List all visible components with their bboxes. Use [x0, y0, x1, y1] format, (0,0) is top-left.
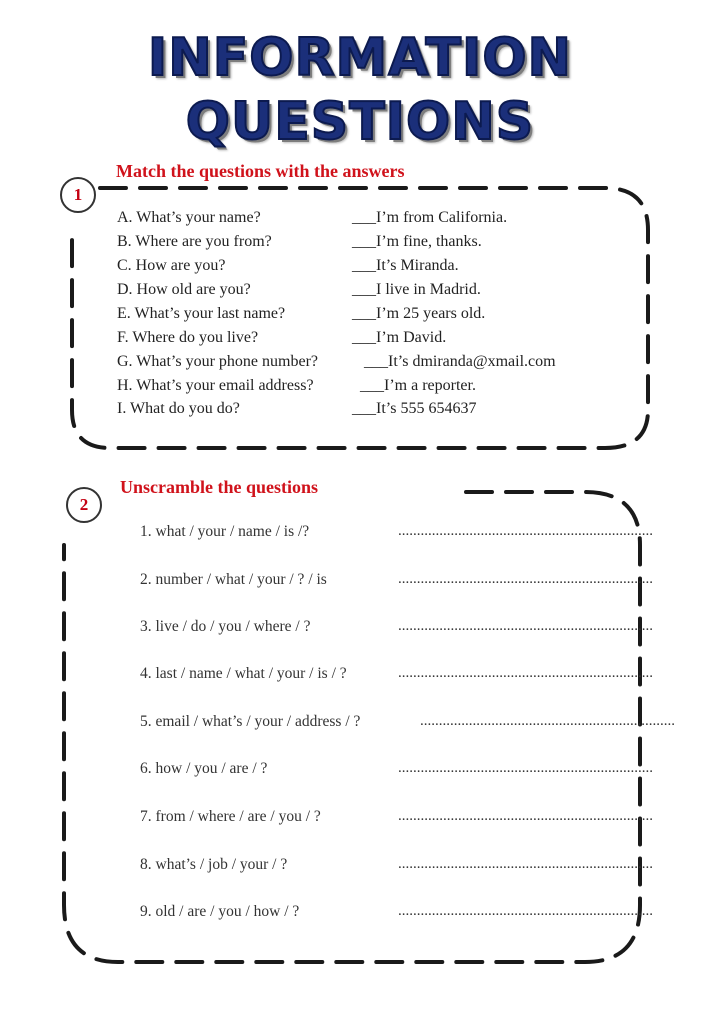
- answer-blank-1[interactable]: ....................................................................: [398, 523, 653, 539]
- answer-blank-3[interactable]: ....................................................................: [398, 618, 653, 634]
- answer-6: ___I’m David.: [352, 329, 447, 346]
- section1-number-badge: 1: [60, 177, 96, 213]
- answer-9: ___It’s 555 654637: [352, 400, 477, 417]
- answer-blank-7[interactable]: ....................................................................: [398, 808, 653, 824]
- unscramble-item-7: 7. from / where / are / you / ?: [140, 808, 321, 825]
- question-a: A. What’s your name?: [117, 209, 261, 226]
- unscramble-item-4: 4. last / name / what / your / is / ?: [140, 665, 347, 682]
- answer-blank-4[interactable]: ....................................................................: [398, 665, 653, 681]
- question-i: I. What do you do?: [117, 400, 240, 417]
- answer-blank-2[interactable]: ....................................................................: [398, 571, 653, 587]
- answer-2: ___I’m fine, thanks.: [352, 233, 482, 250]
- section2-heading: Unscramble the questions: [120, 477, 319, 497]
- unscramble-item-1: 1. what / your / name / is /?: [140, 523, 310, 540]
- answer-7: ___It’s dmiranda@xmail.com: [364, 353, 556, 370]
- question-d: D. How old are you?: [117, 281, 251, 298]
- question-g: G. What’s your phone number?: [117, 353, 318, 370]
- question-f: F. Where do you live?: [117, 329, 259, 346]
- answer-blank-5[interactable]: ....................................................................: [420, 713, 675, 729]
- answer-4: ___I live in Madrid.: [352, 281, 481, 298]
- unscramble-item-6: 6. how / you / are / ?: [140, 760, 268, 777]
- worksheet-title-line1: INFORMATION: [147, 28, 573, 88]
- question-b: B. Where are you from?: [117, 233, 272, 250]
- answer-8: ___I’m a reporter.: [360, 377, 476, 394]
- unscramble-item-2: 2. number / what / your / ? / is: [140, 571, 327, 588]
- answer-3: ___It’s Miranda.: [352, 257, 459, 274]
- section1-heading: Match the questions with the answers: [116, 161, 405, 181]
- section2-number-badge: 2: [66, 487, 102, 523]
- answer-blank-8[interactable]: ....................................................................: [398, 856, 653, 872]
- answer-blank-6[interactable]: ....................................................................: [398, 760, 653, 776]
- unscramble-item-3: 3. live / do / you / where / ?: [140, 618, 311, 635]
- worksheet-title-line2: QUESTIONS: [185, 92, 535, 152]
- unscramble-item-5: 5. email / what’s / your / address / ?: [140, 713, 361, 730]
- answer-1: ___I’m from California.: [352, 209, 508, 226]
- question-e: E. What’s your last name?: [117, 305, 286, 322]
- unscramble-item-9: 9. old / are / you / how / ?: [140, 903, 300, 920]
- answer-5: ___I’m 25 years old.: [352, 305, 486, 322]
- question-c: C. How are you?: [117, 257, 226, 274]
- answer-blank-9[interactable]: ....................................................................: [398, 903, 653, 919]
- unscramble-item-8: 8. what’s / job / your / ?: [140, 856, 288, 873]
- question-h: H. What’s your email address?: [117, 377, 314, 394]
